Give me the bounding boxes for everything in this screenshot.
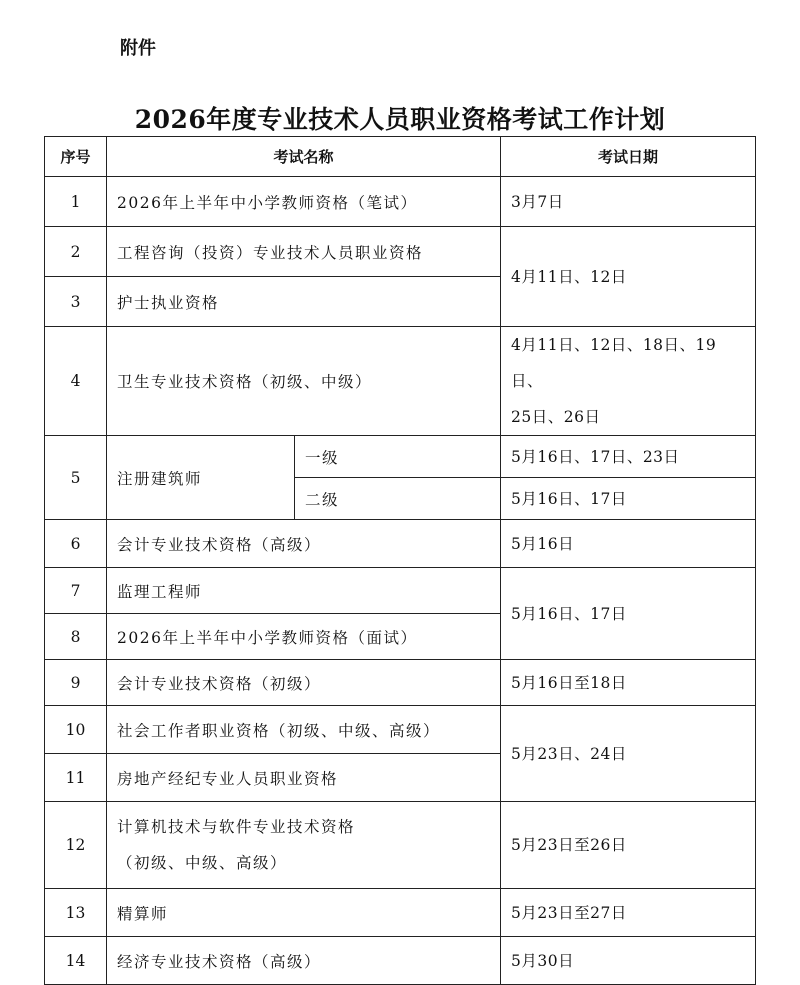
row-exam-date: 5月16日 [501, 520, 756, 568]
row-exam-name: 精算师 [107, 889, 501, 937]
row-seq: 1 [45, 177, 107, 227]
row-exam-name: 会计专业技术资格（高级） [107, 520, 501, 568]
name-line-1: 计算机技术与软件专业技术资格 [117, 818, 356, 836]
row-exam-name: 社会工作者职业资格（初级、中级、高级） [107, 706, 501, 754]
header-seq: 序号 [45, 137, 107, 177]
table-row [45, 660, 756, 706]
date-line-2: 25日、26日 [511, 408, 601, 426]
row-seq: 3 [45, 277, 107, 327]
row-exam-name: 工程咨询（投资）专业技术人员职业资格 [107, 227, 501, 277]
table-row [45, 436, 756, 478]
row-exam-name: 注册建筑师 [107, 436, 295, 520]
table-row [45, 889, 756, 937]
row-seq: 7 [45, 568, 107, 614]
row-exam-date: 5月16日、17日、23日 [501, 436, 756, 478]
row-exam-date [501, 327, 756, 436]
row-exam-name: 2026年上半年中小学教师资格（笔试） [107, 177, 501, 227]
row-seq: 5 [45, 436, 107, 520]
row-exam-name: 房地产经纪专业人员职业资格 [107, 754, 501, 802]
row-exam-name: 监理工程师 [107, 568, 501, 614]
table-row [45, 802, 756, 889]
row-exam-name: 经济专业技术资格（高级） [107, 937, 501, 985]
row-seq: 13 [45, 889, 107, 937]
row-sub-level: 一级 [295, 436, 501, 478]
row-exam-date: 5月30日 [501, 937, 756, 985]
row-seq: 6 [45, 520, 107, 568]
row-seq: 14 [45, 937, 107, 985]
row-exam-date: 3月7日 [501, 177, 756, 227]
row-exam-name: 护士执业资格 [107, 277, 501, 327]
row-exam-date: 5月16日、17日 [501, 568, 756, 660]
table-row [45, 227, 756, 277]
row-exam-date: 5月23日至27日 [501, 889, 756, 937]
table-header-row [45, 137, 756, 177]
row-seq: 2 [45, 227, 107, 277]
row-exam-date: 5月23日、24日 [501, 706, 756, 802]
row-exam-date: 5月23日至26日 [501, 802, 756, 889]
exam-plan-table [44, 136, 756, 985]
row-exam-date: 4月11日、12日 [501, 227, 756, 327]
name-line-2: （初级、中级、高级） [117, 854, 288, 872]
row-exam-name [107, 802, 501, 889]
row-seq: 4 [45, 327, 107, 436]
row-exam-name: 卫生专业技术资格（初级、中级） [107, 327, 501, 436]
row-sub-level: 二级 [295, 478, 501, 520]
table-row [45, 937, 756, 985]
table-row [45, 520, 756, 568]
table-row [45, 706, 756, 754]
document-title: 2026年度专业技术人员职业资格考试工作计划 [134, 105, 666, 134]
row-seq: 8 [45, 614, 107, 660]
date-line-1: 4月11日、12日、18日、19日、 [511, 336, 717, 390]
row-seq: 10 [45, 706, 107, 754]
row-seq: 11 [45, 754, 107, 802]
row-exam-date: 5月16日、17日 [501, 478, 756, 520]
row-exam-name: 2026年上半年中小学教师资格（面试） [107, 614, 501, 660]
row-seq: 12 [45, 802, 107, 889]
table-row [45, 177, 756, 227]
annex-label: 附件 [120, 38, 156, 59]
row-exam-name: 会计专业技术资格（初级） [107, 660, 501, 706]
header-exam-name: 考试名称 [107, 137, 501, 177]
table-row [45, 327, 756, 436]
table-row [45, 568, 756, 614]
row-exam-date: 5月16日至18日 [501, 660, 756, 706]
row-seq: 9 [45, 660, 107, 706]
header-exam-date: 考试日期 [501, 137, 756, 177]
